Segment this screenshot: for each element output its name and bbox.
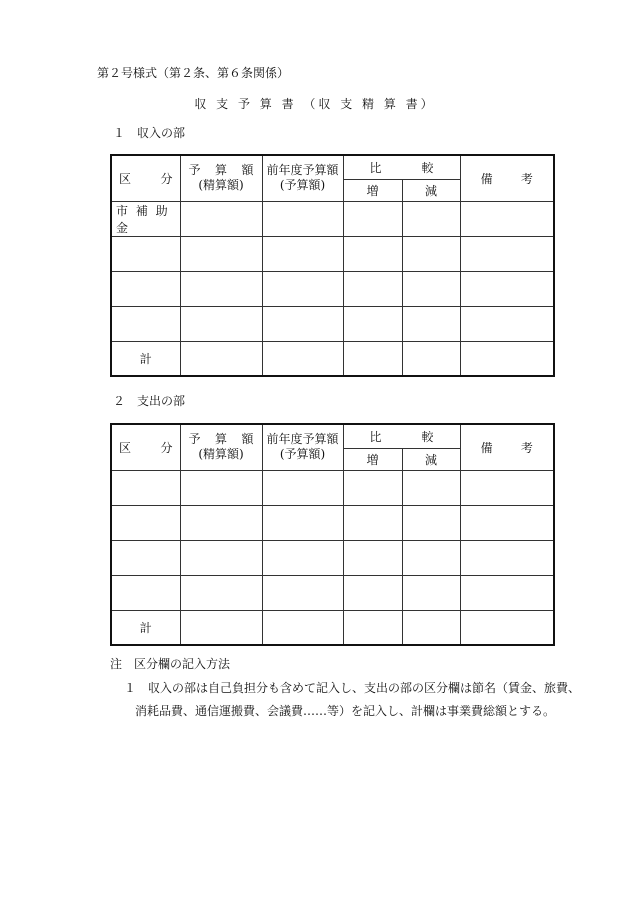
table-row xyxy=(111,505,554,540)
header-prev-year: 前年度予算額 (予算額) xyxy=(262,424,343,470)
category-cell[interactable]: 市 補 助 金 xyxy=(111,201,180,236)
total-row xyxy=(111,610,554,645)
header-compare: 比 較 xyxy=(343,424,460,448)
income-table xyxy=(110,154,555,377)
table-row xyxy=(111,575,554,610)
table-header-row xyxy=(111,155,554,179)
category-cell[interactable] xyxy=(111,540,180,575)
category-cell[interactable] xyxy=(111,271,180,306)
header-increase: 増 xyxy=(343,448,402,470)
header-prev-year: 前年度予算額 (予算額) xyxy=(262,155,343,201)
header-decrease: 減 xyxy=(402,448,460,470)
note-heading: 注 区分欄の記入方法 xyxy=(110,657,231,671)
category-cell[interactable] xyxy=(111,306,180,341)
total-label: 計 xyxy=(111,610,180,645)
header-compare: 比 較 xyxy=(343,155,460,179)
category-cell[interactable] xyxy=(111,575,180,610)
header-decrease: 減 xyxy=(402,179,460,201)
header-category: 区 分 xyxy=(111,155,180,201)
table-row xyxy=(111,470,554,505)
header-increase: 増 xyxy=(343,179,402,201)
header-budget: 予 算 額 (精算額) xyxy=(180,155,262,201)
table-row xyxy=(111,271,554,306)
category-cell[interactable] xyxy=(111,505,180,540)
table-row xyxy=(111,201,554,236)
header-category: 区 分 xyxy=(111,424,180,470)
note-text-line-2: 消耗品費、通信運搬費、会議費……等）を記入し、計欄は事業費総額とする。 xyxy=(135,704,556,718)
total-row xyxy=(111,341,554,376)
page-title: 収 支 予 算 書 （収 支 精 算 書） xyxy=(194,97,436,111)
table-row xyxy=(111,306,554,341)
form-number: 第２号様式（第２条、第６条関係） xyxy=(97,66,290,80)
total-label: 計 xyxy=(111,341,180,376)
expense-table xyxy=(110,423,555,646)
header-remarks: 備 考 xyxy=(460,155,554,201)
table-header-row xyxy=(111,424,554,448)
note-text-line-1: １ 収入の部は自己負担分も含めて記入し、支出の部の区分欄は節名（賃金、旅費、 xyxy=(124,681,581,695)
category-cell[interactable] xyxy=(111,236,180,271)
header-remarks: 備 考 xyxy=(460,424,554,470)
table-row xyxy=(111,236,554,271)
category-cell[interactable] xyxy=(111,470,180,505)
income-section-heading: １ 収入の部 xyxy=(113,126,186,140)
table-row xyxy=(111,540,554,575)
expense-section-heading: ２ 支出の部 xyxy=(113,394,186,408)
header-budget: 予 算 額 (精算額) xyxy=(180,424,262,470)
